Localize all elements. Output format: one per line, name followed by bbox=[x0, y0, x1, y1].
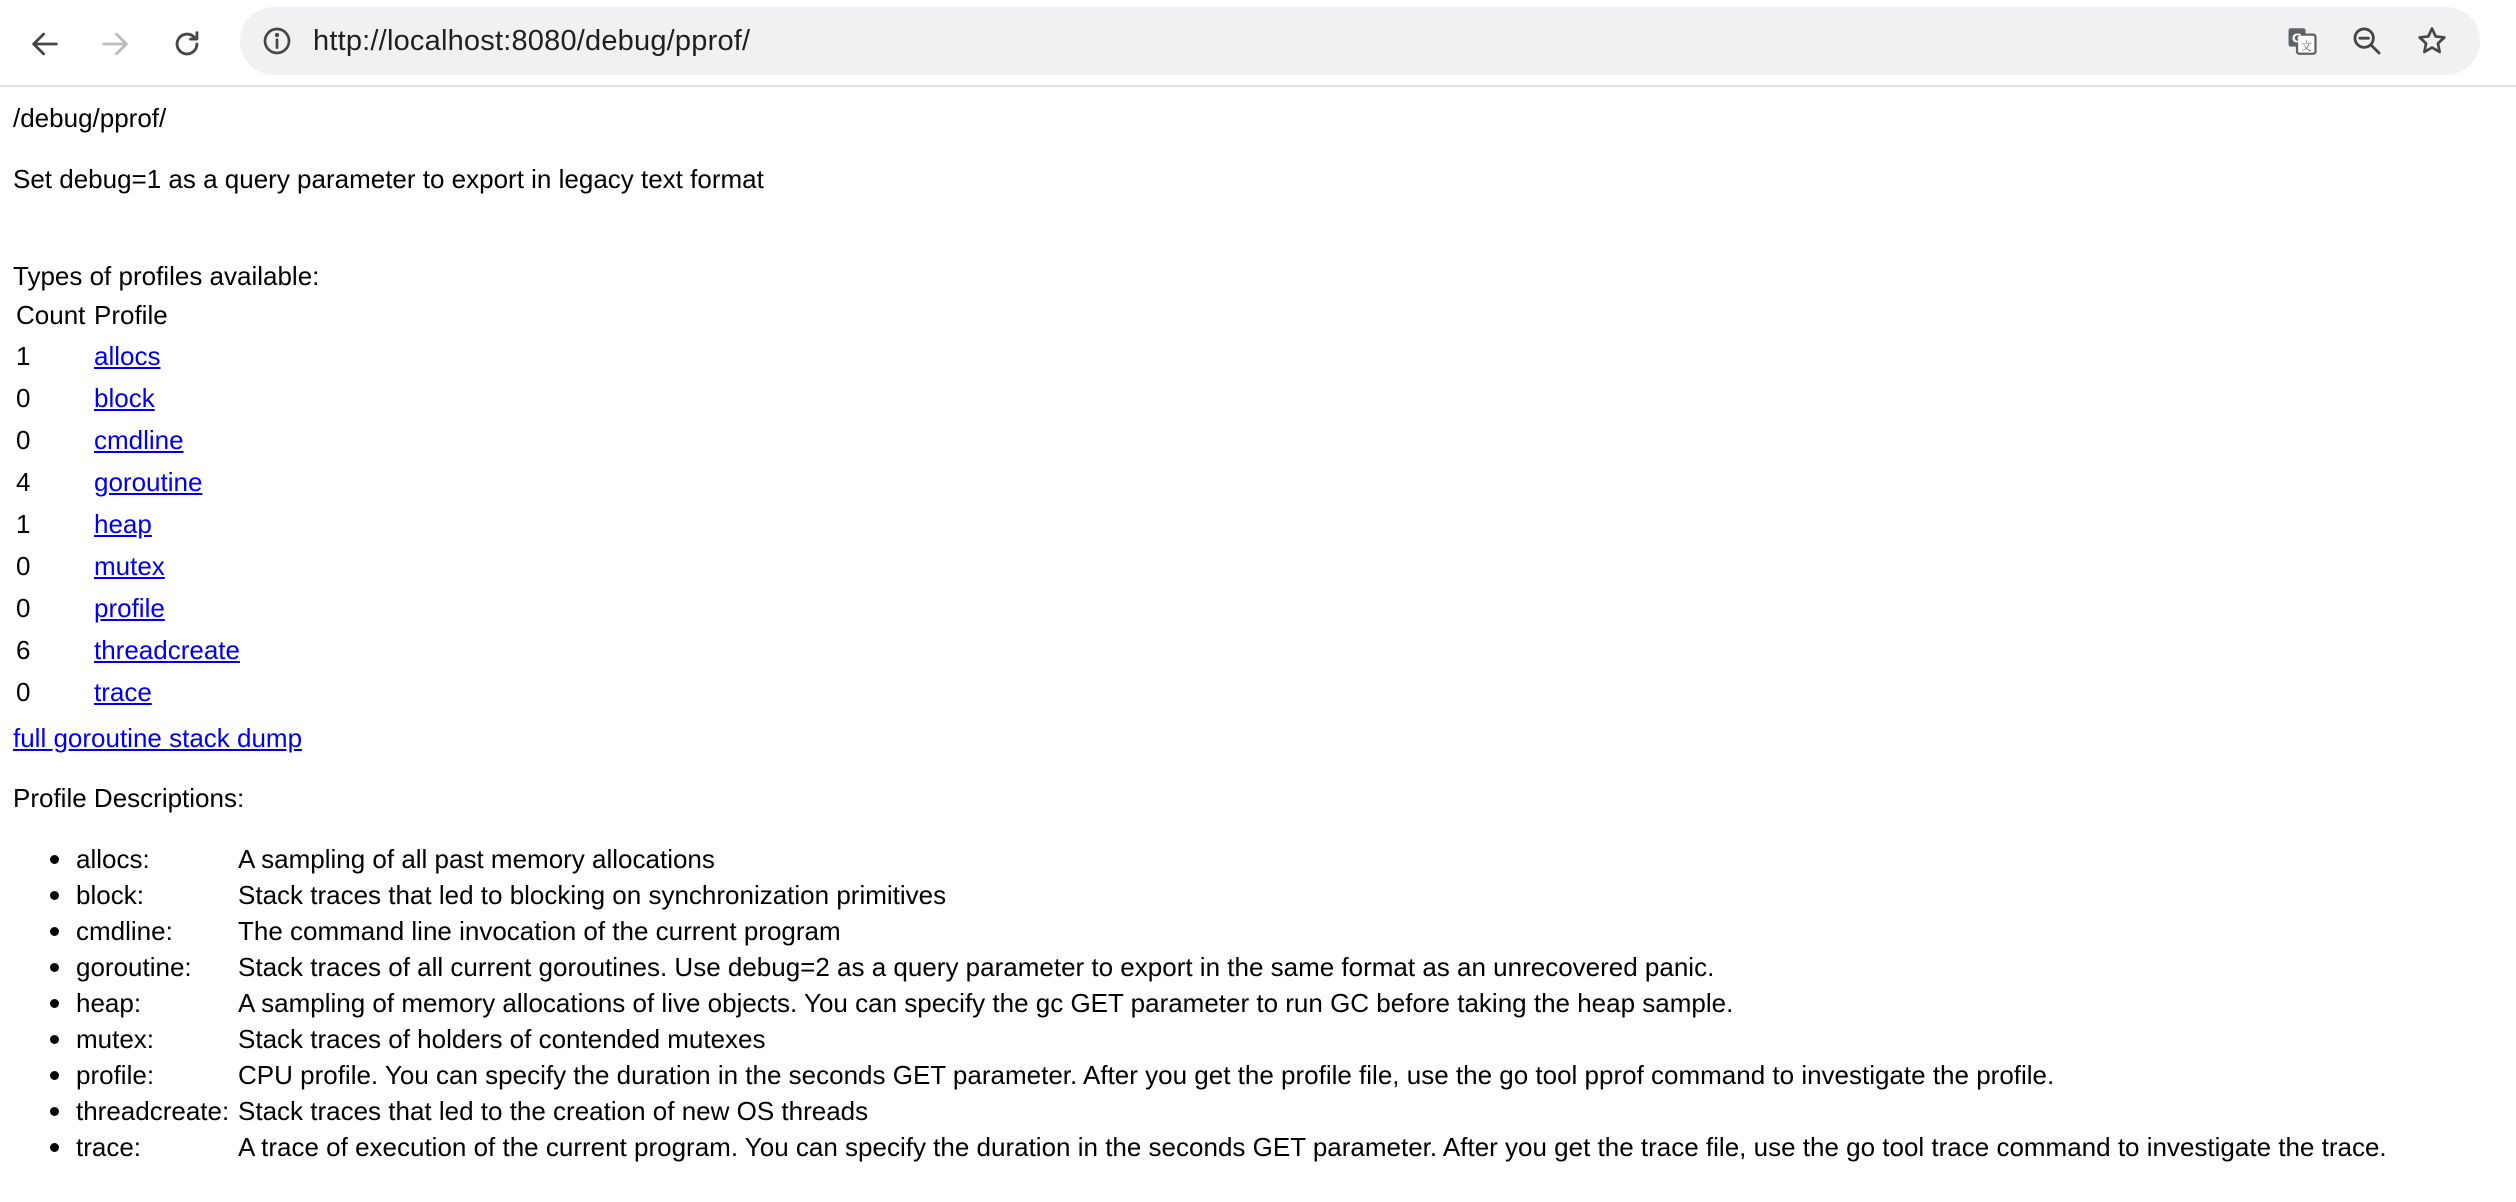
bullet-icon bbox=[50, 1107, 59, 1116]
description-text: Stack traces that led to blocking on synchronization primitives bbox=[238, 880, 947, 910]
reload-icon bbox=[170, 27, 204, 61]
site-info-button[interactable] bbox=[254, 18, 300, 64]
description-name: allocs: bbox=[76, 844, 150, 874]
profiles-table bbox=[13, 295, 243, 713]
bullet-icon bbox=[50, 963, 59, 972]
table-row bbox=[13, 461, 243, 503]
profile-link-heap[interactable]: heap bbox=[94, 509, 152, 539]
forward-button[interactable] bbox=[87, 16, 143, 72]
url-text[interactable]: http://localhost:8080/debug/pprof/ bbox=[313, 25, 751, 57]
profile-link-block[interactable]: block bbox=[94, 383, 155, 413]
description-name: threadcreate: bbox=[76, 1096, 230, 1126]
count-cell: 1 bbox=[16, 509, 31, 539]
translate-button[interactable] bbox=[2279, 18, 2325, 64]
svg-text:G: G bbox=[2291, 31, 2303, 47]
table-header-row bbox=[13, 295, 243, 335]
table-row bbox=[13, 419, 243, 461]
profile-link-cmdline[interactable]: cmdline bbox=[94, 425, 184, 455]
zoom-button[interactable] bbox=[2344, 18, 2390, 64]
profile-link-profile[interactable]: profile bbox=[94, 593, 165, 623]
bullet-icon bbox=[50, 1035, 59, 1044]
back-button[interactable] bbox=[17, 16, 73, 72]
types-heading: Types of profiles available: bbox=[13, 261, 320, 291]
description-name: goroutine: bbox=[76, 952, 192, 982]
bookmark-button[interactable] bbox=[2409, 18, 2455, 64]
description-text: The command line invocation of the current program bbox=[238, 916, 841, 946]
count-header: Count bbox=[16, 300, 86, 330]
browser-toolbar bbox=[0, 0, 2516, 87]
description-name: cmdline: bbox=[76, 916, 173, 946]
description-name: profile: bbox=[76, 1060, 155, 1090]
description-text: A sampling of memory allocations of live objects. You can specify the gc GET parameter to run GC before taking the heap sample. bbox=[238, 988, 1734, 1018]
description-name: block: bbox=[76, 880, 144, 910]
count-cell: 0 bbox=[16, 425, 31, 455]
star-icon bbox=[2415, 24, 2449, 58]
description-name: mutex: bbox=[76, 1024, 155, 1054]
table-row bbox=[13, 587, 243, 629]
profile-header: Profile bbox=[94, 300, 168, 330]
zoom-out-icon bbox=[2350, 24, 2384, 58]
description-name: trace: bbox=[76, 1132, 142, 1162]
description-text: A sampling of all past memory allocations bbox=[238, 844, 715, 874]
description-text: A trace of execution of the current program. You can specify the duration in the seconds GET parameter. After you get the trace file, use the go tool trace command to investigate the trace. bbox=[238, 1132, 2387, 1162]
description-text: Stack traces that led to the creation of new OS threads bbox=[238, 1096, 869, 1126]
count-cell: 0 bbox=[16, 593, 31, 623]
profile-link-goroutine[interactable]: goroutine bbox=[94, 467, 203, 497]
page-title: /debug/pprof/ bbox=[13, 103, 167, 133]
arrow-right-icon bbox=[98, 27, 132, 61]
bullet-icon bbox=[50, 855, 59, 864]
arrow-left-icon bbox=[28, 27, 62, 61]
description-name: heap: bbox=[76, 988, 142, 1018]
info-circle-icon bbox=[261, 25, 293, 57]
reload-button[interactable] bbox=[159, 16, 215, 72]
bullet-icon bbox=[50, 927, 59, 936]
bullet-icon bbox=[50, 1071, 59, 1080]
debug-hint-text: Set debug=1 as a query parameter to export in legacy text format bbox=[13, 164, 764, 194]
svg-text:文: 文 bbox=[2300, 39, 2312, 54]
table-row bbox=[13, 503, 243, 545]
profile-link-threadcreate[interactable]: threadcreate bbox=[94, 635, 240, 665]
page-content bbox=[0, 87, 2516, 1202]
count-cell: 0 bbox=[16, 383, 31, 413]
full-goroutine-dump-link[interactable]: full goroutine stack dump bbox=[13, 723, 303, 753]
bullet-icon bbox=[50, 999, 59, 1008]
description-text: CPU profile. You can specify the duration in the seconds GET parameter. After you get the profile file, use the go tool pprof command to investigate the profile. bbox=[238, 1060, 2055, 1090]
count-cell: 6 bbox=[16, 635, 31, 665]
bullet-icon bbox=[50, 891, 59, 900]
description-text: Stack traces of holders of contended mutexes bbox=[238, 1024, 766, 1054]
profile-link-mutex[interactable]: mutex bbox=[94, 551, 165, 581]
profile-link-allocs[interactable]: allocs bbox=[94, 341, 161, 371]
count-cell: 1 bbox=[16, 341, 31, 371]
table-row bbox=[13, 629, 243, 671]
table-row bbox=[13, 671, 243, 713]
bullet-icon bbox=[50, 1143, 59, 1152]
count-cell: 4 bbox=[16, 467, 31, 497]
table-row bbox=[13, 545, 243, 587]
translate-icon bbox=[2285, 24, 2319, 58]
profile-link-trace[interactable]: trace bbox=[94, 677, 152, 707]
table-row bbox=[13, 335, 243, 377]
count-cell: 0 bbox=[16, 677, 31, 707]
table-row bbox=[13, 377, 243, 419]
descriptions-heading: Profile Descriptions: bbox=[13, 783, 245, 813]
address-bar[interactable] bbox=[240, 7, 2480, 75]
count-cell: 0 bbox=[16, 551, 31, 581]
description-text: Stack traces of all current goroutines. Use debug=2 as a query parameter to export in the same format as an unrecovered panic. bbox=[238, 952, 1715, 982]
